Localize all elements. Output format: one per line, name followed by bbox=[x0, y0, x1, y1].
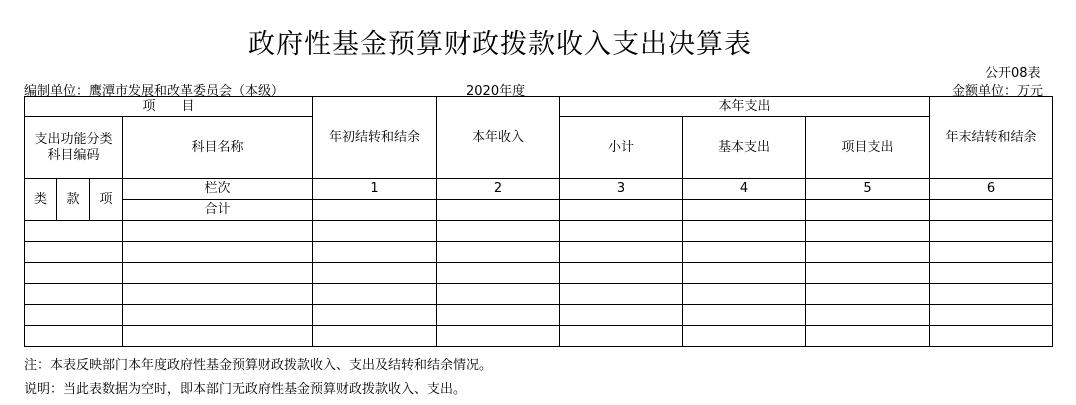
table-cell bbox=[930, 305, 1053, 326]
header-lanci: 栏次 bbox=[123, 179, 313, 200]
table-cell bbox=[437, 242, 560, 263]
table-cell bbox=[806, 242, 930, 263]
table-cell bbox=[560, 221, 683, 242]
table-cell bbox=[683, 221, 806, 242]
compiling-unit: 编制单位：鹰潭市发展和改革委员会（本级） bbox=[24, 84, 285, 99]
settlement-table bbox=[24, 96, 1053, 347]
header-project-exp: 项目支出 bbox=[806, 117, 930, 179]
table-note: 注：本表反映部门本年度政府性基金预算财政拨款收入、支出及结转和结余情况。 bbox=[24, 358, 493, 373]
table-row bbox=[25, 221, 1053, 242]
col-index-2: 2 bbox=[437, 179, 560, 200]
total-cell bbox=[806, 200, 930, 221]
table-cell bbox=[683, 284, 806, 305]
table-cell bbox=[123, 221, 313, 242]
table-cell bbox=[560, 326, 683, 347]
header-end-balance: 年末结转和结余 bbox=[930, 97, 1053, 179]
table-cell bbox=[123, 284, 313, 305]
table-cell bbox=[560, 305, 683, 326]
col-index-3: 3 bbox=[560, 179, 683, 200]
table-cell bbox=[930, 263, 1053, 284]
table-cell bbox=[560, 284, 683, 305]
table-cell bbox=[25, 221, 123, 242]
table-cell bbox=[313, 221, 437, 242]
header-xiang: 项 bbox=[90, 179, 123, 221]
table-cell bbox=[930, 221, 1053, 242]
table-cell bbox=[683, 242, 806, 263]
total-cell bbox=[683, 200, 806, 221]
header-income: 本年收入 bbox=[437, 97, 560, 179]
table-cell bbox=[806, 305, 930, 326]
table-cell bbox=[437, 221, 560, 242]
total-cell bbox=[437, 200, 560, 221]
table-cell bbox=[806, 284, 930, 305]
col-index-6: 6 bbox=[930, 179, 1053, 200]
table-cell bbox=[123, 326, 313, 347]
table-row bbox=[25, 263, 1053, 284]
form-code: 公开08表 bbox=[985, 66, 1041, 81]
table-cell bbox=[437, 305, 560, 326]
table-cell bbox=[123, 305, 313, 326]
col-index-1: 1 bbox=[313, 179, 437, 200]
fiscal-year: 2020年度 bbox=[466, 84, 526, 99]
table-cell bbox=[25, 305, 123, 326]
table-cell bbox=[683, 305, 806, 326]
table-cell bbox=[437, 263, 560, 284]
table-cell bbox=[806, 326, 930, 347]
func-class-line2: 科目编码 bbox=[47, 147, 100, 163]
header-begin-balance: 年初结转和结余 bbox=[313, 97, 437, 179]
total-cell bbox=[560, 200, 683, 221]
total-cell bbox=[930, 200, 1053, 221]
amount-unit: 金额单位：万元 bbox=[952, 84, 1044, 99]
table-cell bbox=[437, 326, 560, 347]
func-class-line1: 支出功能分类 bbox=[34, 131, 113, 147]
table-cell bbox=[313, 263, 437, 284]
table-explanation: 说明：当此表数据为空时，即本部门无政府性基金预算财政拨款收入、支出。 bbox=[24, 382, 467, 397]
header-func-class bbox=[25, 117, 123, 179]
table-cell bbox=[560, 263, 683, 284]
table-cell bbox=[123, 263, 313, 284]
col-index-4: 4 bbox=[683, 179, 806, 200]
table-cell bbox=[683, 263, 806, 284]
total-cell bbox=[313, 200, 437, 221]
header-lei: 类 bbox=[25, 179, 57, 221]
page-title: 政府性基金预算财政拨款收入支出决算表 bbox=[248, 29, 752, 60]
table-cell bbox=[930, 242, 1053, 263]
table-cell bbox=[25, 263, 123, 284]
header-kuan: 款 bbox=[57, 179, 90, 221]
empty-rows bbox=[25, 221, 1053, 347]
table-cell bbox=[806, 221, 930, 242]
table-cell bbox=[560, 242, 683, 263]
header-subject-name: 科目名称 bbox=[123, 117, 313, 179]
table-cell bbox=[313, 326, 437, 347]
table-row bbox=[25, 284, 1053, 305]
total-row-label: 合计 bbox=[123, 200, 313, 221]
table-cell bbox=[25, 242, 123, 263]
table-cell bbox=[930, 326, 1053, 347]
table-cell bbox=[313, 305, 437, 326]
table-cell bbox=[25, 284, 123, 305]
table-cell bbox=[806, 263, 930, 284]
table-cell bbox=[930, 284, 1053, 305]
table-row bbox=[25, 242, 1053, 263]
table-cell bbox=[123, 242, 313, 263]
table-row bbox=[25, 326, 1053, 347]
header-basic-exp: 基本支出 bbox=[683, 117, 806, 179]
col-index-5: 5 bbox=[806, 179, 930, 200]
table-cell bbox=[437, 284, 560, 305]
table-cell bbox=[25, 326, 123, 347]
table-cell bbox=[313, 242, 437, 263]
table-cell bbox=[313, 284, 437, 305]
table-row bbox=[25, 305, 1053, 326]
header-item: 项 目 bbox=[25, 97, 313, 117]
table-cell bbox=[683, 326, 806, 347]
header-subtotal: 小计 bbox=[560, 117, 683, 179]
header-expenditure: 本年支出 bbox=[560, 97, 930, 117]
